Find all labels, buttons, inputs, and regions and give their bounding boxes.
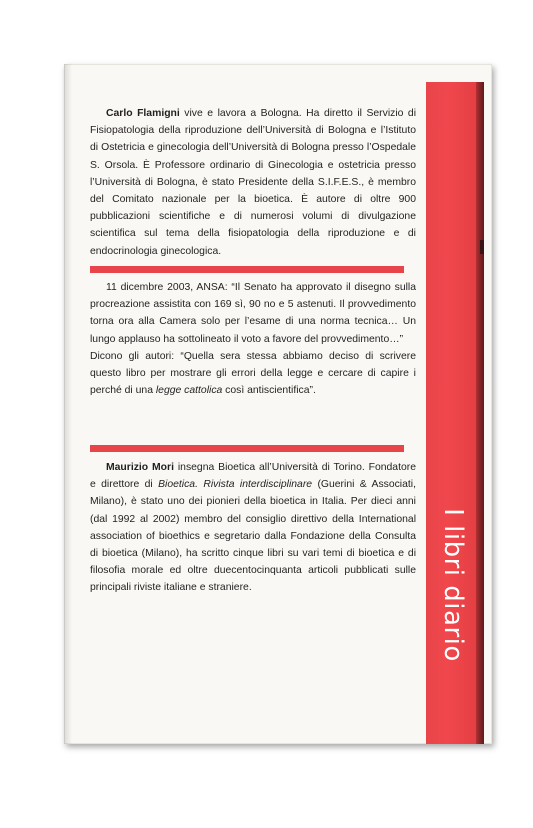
bio-text-flamigni: vive e lavora a Bologna. Ha diretto il Servizio di Fisiopatologia della riproduzione dell’Università di Bologna e l’Istituto di Ostetricia e ginecologia dell’Università di Bologna presso l’Ospedale S. Orsola. È Professore ordinario di Ginecologia e ostetricia presso l’Università di Bologna, è stato Presidente della S.I.F.E.S., è membro del Comitato nazionale per la bioetica. È autore di oltre 900 pubblicazioni scientifiche e di numerosi volumi di divulgazione scientifica sul tema della fisiopatologia della riproduzione e di endocrinologia ginecologica. (90, 108, 417, 257)
series-label-area (426, 460, 480, 710)
author-bio-flamigni (90, 105, 416, 260)
author-name-flamigni: Carlo Flamigni (106, 108, 180, 119)
authors-quote-italic: legge cattolica (155, 385, 223, 397)
cover-edge-shadow (64, 64, 72, 744)
spine-mark (480, 240, 484, 254)
authors-quote-end: così antiscientifica”. (222, 385, 316, 397)
news-quote: : “Il Senato ha approvato il disegno sulla procreazione assistita con 169 sì, 90 no e 5 astenuti. Il provvedimento torna ora alla Camera solo per l’esame di una norma tecnica… Un lungo applauso ha sottolineato il voto a favore del provvedimento…” (90, 282, 417, 345)
news-excerpt (90, 279, 416, 399)
author-name-mori: Maurizio Mori (106, 462, 174, 473)
bio-text-mori-a: insegna Bioetica all’Università di Torino. Fondatore e direttore di (90, 462, 416, 491)
author-bio-mori (90, 459, 416, 597)
series-label: I libri diario (438, 508, 468, 662)
bio-text-mori-b: (Guerini & Associati, Milano), è stato uno dei pionieri della bioetica in Italia. Per dieci anni (dal 1992 al 2002) membro del consiglio direttivo della International association of bioethics e segretario dalla Fondazione della Consulta di bioetica (Milano), ha scritto cinque libri su vari temi di bioetica e di filosofia morale ed oltre duecentocinquanta articoli pubblicati sulle principali riviste italiane e straniere. (90, 479, 416, 594)
news-dateline: 11 dicembre 2003, ANSA (106, 282, 225, 293)
journal-title: Bioetica. Rivista interdisciplinare (158, 479, 313, 491)
authors-quote-start: Dicono gli autori: “Quella sera stessa abbiamo deciso di scrivere questo libro per mostrare gli errori della legge e cercare di capire i perché di una (90, 350, 416, 397)
red-divider-bottom (90, 445, 404, 452)
red-divider-top (90, 266, 404, 273)
